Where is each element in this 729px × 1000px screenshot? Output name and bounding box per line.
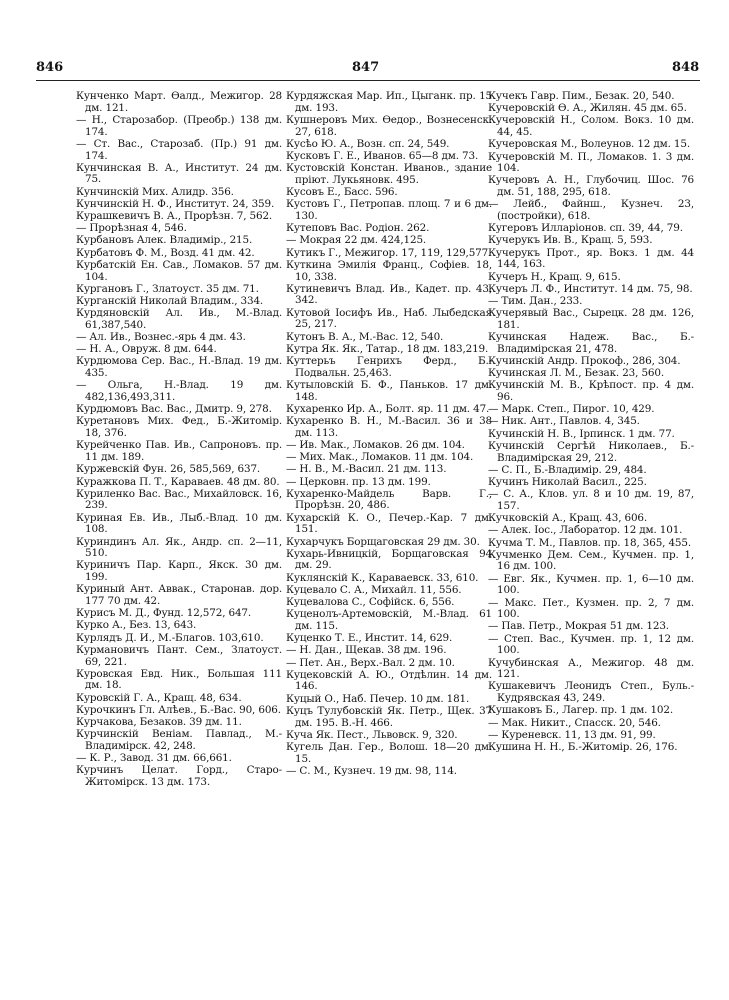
directory-entry: Куцевалова С., Софійск. 6, 556.	[286, 596, 455, 609]
directory-entry: Курдяжская Мар. Ип., Цыганк. пр. 15 дм. 193.	[286, 90, 492, 114]
directory-entry: Куттерьъ Генрихъ Ферд., Б.-Подвальн. 25,463.	[286, 354, 492, 379]
directory-entry: Кухарскій К. О., Печер.-Кар. 7 дм. 151.	[286, 511, 492, 536]
directory-entry: Кучерукъ Ив. В., Кращ. 5, 593.	[488, 234, 653, 247]
directory-entry: — Степ. Вас., Кучмен. пр. 1, 12 дм. 100.	[488, 632, 694, 657]
directory-entry: Кучинскій Н. В., Ірпинск. 1 дм. 77.	[488, 427, 675, 440]
directory-entry: Куриный Ант. Аввак., Старонав. дор. 177 70 дм. 42.	[76, 583, 282, 608]
directory-entry: Курочкинъ Гл. Алѣев., Б.-Вас. 90, 606.	[76, 703, 281, 716]
directory-entry: — С. М., Кузнеч. 19 дм. 98, 114.	[286, 764, 457, 777]
directory-entry: Кунченко Март. Өалд., Межигор. 28 дм. 121.	[76, 90, 282, 114]
directory-entry: Кусковъ Г. Е., Иванов. 65—8 дм. 73.	[286, 150, 479, 163]
directory-entry: — Лейб., Файнш., Кузнеч. 23, (постройки), 618.	[488, 198, 694, 223]
column-3	[488, 91, 694, 754]
directory-entry: Кучерявый Вас., Сырецк. 28 дм. 126, 181.	[488, 307, 694, 331]
directory-entry: Куражкова П. Т., Караваев. 48 дм. 80.	[76, 475, 280, 488]
directory-entry: Кучеровская М., Волеунов. 12 дм. 15.	[488, 138, 690, 151]
directory-entry: Кучинскій М. В., Крѣпост. пр. 4 дм. 96.	[488, 379, 694, 404]
directory-entry: Кутеповъ Вас. Родіон. 262.	[286, 222, 430, 235]
directory-entry: Куткина Эмилія Франц., Софіев. 18, 10, 338.	[286, 258, 492, 283]
header-rule	[36, 80, 700, 81]
directory-entry: — Евг. Як., Кучмен. пр. 1, 6—10 дм. 100.	[488, 572, 694, 597]
directory-entry: Кучекъ Гавр. Пим., Безак. 20, 540.	[488, 90, 675, 102]
directory-entry: — Марк. Степ., Пирог. 10, 429.	[488, 403, 655, 416]
directory-entry: — Н. В., М.-Васил. 21 дм. 113.	[286, 463, 447, 476]
directory-entry: Кучерукъ Прот., яр. Вокз. 1 дм. 44 144, 163.	[488, 246, 694, 271]
directory-entry: Кутыловскій Б. Ф., Паньков. 17 дм. 148.	[286, 378, 492, 403]
directory-entry: Курбатовъ Ф. М., Возд. 41 дм. 42.	[76, 246, 255, 259]
directory-entry: Кучеръ Н., Кращ. 9, 615.	[488, 270, 621, 283]
directory-entry: Кучинская Л. М., Безак. 23, 560.	[488, 367, 664, 380]
directory-entry: Кунчинская В. А., Институт. 24 дм. 75.	[76, 161, 282, 186]
directory-entry: Куровская Евд. Ник., Большая 111 дм. 18.	[76, 667, 282, 692]
directory-entry: Курдюмова Сер. Вас., Н.-Влад. 19 дм. 435.	[76, 355, 282, 380]
directory-entry: Куриндинъ Ал. Як., Андр. сп. 2—11, 510.	[76, 535, 282, 560]
directory-entry: Куча Як. Пест., Львовск. 9, 320.	[286, 728, 458, 741]
directory-entry: Куриленко Вас. Вас., Михайловск. 16, 239.	[76, 487, 282, 512]
directory-entry: Кушакевичъ Леонидъ Степ., Буль.-Кудрявская 43, 249.	[488, 680, 694, 705]
directory-entry: Курчакова, Безаков. 39 дм. 11.	[76, 716, 242, 729]
directory-entry: Куцый О., Наб. Печер. 10 дм. 181.	[286, 692, 470, 705]
directory-entry: Кухарчукъ Борщаговская 29 дм. 30.	[286, 535, 480, 548]
directory-entry: Кутонъ В. А., М.-Вас. 12, 540.	[286, 330, 444, 343]
directory-entry: Кутиневичъ Влад. Ив., Кадет. пр. 43, 342.	[286, 282, 492, 307]
directory-entry: — Пав. Петр., Мокрая 51 дм. 123.	[488, 620, 669, 633]
directory-entry: Куриничъ Пар. Карп., Якск. 30 дм. 199.	[76, 559, 282, 584]
directory-entry: Куклянскій К., Караваевск. 33, 610.	[286, 571, 479, 584]
directory-entry: Кухарь-Ивницкій, Борщаговская 94 дм. 29.	[286, 547, 492, 572]
directory-entry: Кустовъ Г., Петропав. площ. 7 и 6 дм. 130.	[286, 198, 492, 223]
directory-entry: Кустовскій Констан. Иванов., здание пріют. Лукьяновк. 495.	[286, 162, 492, 186]
directory-entry: Кушнеровъ Мих. Өедор., Вознесенск. 27, 618.	[286, 113, 492, 138]
directory-entry: Куретановъ Мих. Фед., Б.-Житомір. 18, 376.	[76, 415, 282, 440]
directory-entry: Курко А., Без. 13, 643.	[76, 619, 197, 632]
directory-entry: Кухаренко Ир. А., Болт. яр. 11 дм. 47.	[286, 402, 490, 415]
directory-entry: Кучинскій Сергѣй Николаев., Б.-Владимірская 29, 212.	[488, 439, 694, 464]
directory-entry: — Н., Старозабор. (Преобр.) 138 дм. 174.	[76, 113, 282, 138]
directory-entry: Куриная Ев. Ив., Лыб.-Влад. 10 дм. 108.	[76, 511, 282, 536]
directory-entry: Кунчинскій Мих. Алидр. 356.	[76, 185, 234, 198]
directory-entry: — Мокрая 22 дм. 424,125.	[286, 234, 427, 247]
directory-entry: Куржевскій Фун. 26, 585,569, 637.	[76, 463, 261, 476]
directory-entry: Кухаренко В. Н., М.-Васил. 36 и 38 дм. 113.	[286, 414, 492, 439]
page-number-left: 846	[36, 60, 64, 75]
directory-entry: Куценолъ-Артемовскій, М.-Влад. 61 дм. 115.	[286, 608, 492, 632]
directory-entry: Кушаковъ Б., Лагер. пр. 1 дм. 102.	[488, 704, 674, 717]
directory-entry: — Ал. Ив., Вознес.-ярь 4 дм. 43.	[76, 331, 246, 344]
directory-entry: Кучменко Дем. Сем., Кучмен. пр. 1, 16 дм. 100.	[488, 548, 694, 573]
directory-entry: — С. А., Клов. ул. 8 и 10 дм. 19, 87, 157.	[488, 488, 694, 512]
directory-entry: Курмановичъ Пант. Сем., Златоуст. 69, 221.	[76, 643, 282, 668]
directory-entry: Курчинъ Целат. Горд., Старо-Житомірск. 13 дм. 173.	[76, 764, 282, 789]
directory-entry: Кугеровъ Илларіонов. сп. 39, 44, 79.	[488, 222, 683, 235]
directory-entry: — Н. А., Овруж. 8 дм. 644.	[76, 343, 217, 356]
directory-entry: — Ив. Мак., Ломаков. 26 дм. 104.	[286, 438, 465, 451]
page-number-center: 847	[352, 60, 380, 75]
directory-entry: Кутовой Іосифъ Ив., Наб. Лыбедская 25, 217.	[286, 306, 492, 331]
directory-entry: Курдяновскій Ал. Ив., М.-Влад. 61,387,540.	[76, 307, 282, 331]
directory-entry: Кучковскій А., Кращ. 43, 606.	[488, 512, 648, 525]
directory-entry: Кучеровскій Ѳ. А., Жилян. 45 дм. 65.	[488, 102, 687, 115]
directory-entry: Кучубинская А., Межигор. 48 дм. 121.	[488, 656, 694, 681]
directory-entry: — Ольга, Н.-Влад. 19 дм. 482,136,493,311.	[76, 379, 282, 404]
column-1	[76, 91, 282, 789]
directory-entry: — Пет. Ан., Верх.-Вал. 2 дм. 10.	[286, 656, 455, 669]
directory-entry: Кутра Як. Як., Татар., 18 дм. 183,219.	[286, 342, 489, 355]
directory-entry: Курейченко Пав. Ив., Сапроновъ. пр. 11 дм. 189.	[76, 439, 282, 464]
directory-entry: Кучинъ Николай Васил., 225.	[488, 476, 647, 488]
directory-entry: Курбатскій Ен. Сав., Ломаков. 57 дм. 104.	[76, 258, 282, 283]
directory-entry: Курлядъ Д. И., М.-Благов. 103,610.	[76, 631, 264, 644]
directory-entry: Кучеровъ А. Н., Глубочиц. Шос. 76 дм. 51, 188, 295, 618.	[488, 174, 694, 199]
directory-entry: Кусѣо Ю. А., Возн. сп. 24, 549.	[286, 137, 450, 150]
directory-entry: Кучеръ Л. Ф., Институт. 14 дм. 75, 98.	[488, 282, 693, 295]
directory-entry: Кучинскій Андр. Прокоф., 286, 304.	[488, 354, 681, 367]
directory-entry: — Прорѣзная 4, 546.	[76, 222, 187, 235]
directory-entry: Кучеровскій Н., Солом. Вокз. 10 дм. 44, 45.	[488, 114, 694, 139]
directory-entry: Куровскій Г. А., Кращ. 48, 634.	[76, 691, 242, 704]
page-number-right: 848	[672, 60, 700, 75]
directory-entry: Куцековскій А. Ю., Отдѣлин. 14 дм. 146.	[286, 668, 492, 693]
directory-entry: — Мак. Никит., Спасск. 20, 546.	[488, 716, 661, 729]
directory-entry: Кусовъ Е., Басс. 596.	[286, 186, 398, 199]
directory-entry: Кугель Дан. Гер., Волош. 18—20 дм. 15.	[286, 740, 492, 765]
directory-entry: — Тим. Дан., 233.	[488, 294, 583, 307]
directory-entry: — Мих. Мак., Ломаков. 11 дм. 104.	[286, 451, 474, 464]
directory-entry: Кургановъ Г., Златоуст. 35 дм. 71.	[76, 282, 259, 295]
directory-entry: Кунчинскій Н. Ф., Институт. 24, 359.	[76, 197, 275, 210]
directory-entry: Курисъ М. Д., Фунд. 12,572, 647.	[76, 607, 252, 620]
directory-entry: — Куреневск. 11, 13 дм. 91, 99.	[488, 728, 656, 741]
directory-entry: Кучма Т. М., Павлов. пр. 18, 365, 455.	[488, 536, 691, 549]
directory-entry: — Ст. Вас., Старозаб. (Пр.) 91 дм. 174.	[76, 137, 282, 162]
directory-entry: — Алек. Іос., Лаборатор. 12 дм. 101.	[488, 524, 683, 537]
directory-entry: Куцевало С. А., Михайл. 11, 556.	[286, 583, 462, 596]
directory-entry: Кутикъ Г., Межигор. 17, 119, 129,577.	[286, 246, 492, 259]
directory-entry: Курдюмовъ Вас. Вас., Дмитр. 9, 278.	[76, 403, 272, 416]
directory-entry: — Макс. Пет., Кузмен. пр. 2, 7 дм. 100.	[488, 596, 694, 621]
directory-entry: — Ник. Ант., Павлов. 4, 345.	[488, 415, 640, 428]
directory-entry: Курашкевичъ В. А., Прорѣзн. 7, 562.	[76, 210, 273, 223]
directory-entry: Куцъ Тулубовскій Як. Петр., Щек. 37 дм. 195. В.-Н. 466.	[286, 704, 492, 729]
directory-entry: Курчинскій Венiам. Павлад., М.-Владимірск. 42, 248.	[76, 728, 282, 752]
directory-entry: Кушина Н. Н., Б.-Житомір. 26, 176.	[488, 740, 678, 753]
directory-entry: — К. Р., Завод. 31 дм. 66,661.	[76, 752, 232, 765]
directory-entry: Кучинская Надеж. Вас., Б.-Владимірская 21, 478.	[488, 331, 694, 355]
directory-entry: — С. П., Б.-Владимір. 29, 484.	[488, 463, 647, 476]
directory-entry: Курганскій Николай Владим., 334.	[76, 294, 264, 307]
directory-entry: Кучеровскій М. П., Ломаков. 1. 3 дм. 104.	[488, 150, 694, 175]
directory-entry: Куценко Т. Е., Инстит. 14, 629.	[286, 632, 453, 645]
directory-entry: — Н. Дан., Щекав. 38 дм. 196.	[286, 644, 447, 657]
directory-entry: Кухаренко-Майдель Варв. Г., Прорѣзн. 20, 486.	[286, 487, 492, 512]
directory-entry: Курбановъ Алек. Владимір., 215.	[76, 234, 253, 247]
directory-entry: — Церковн. пр. 13 дм. 199.	[286, 475, 431, 488]
column-2	[286, 91, 492, 778]
